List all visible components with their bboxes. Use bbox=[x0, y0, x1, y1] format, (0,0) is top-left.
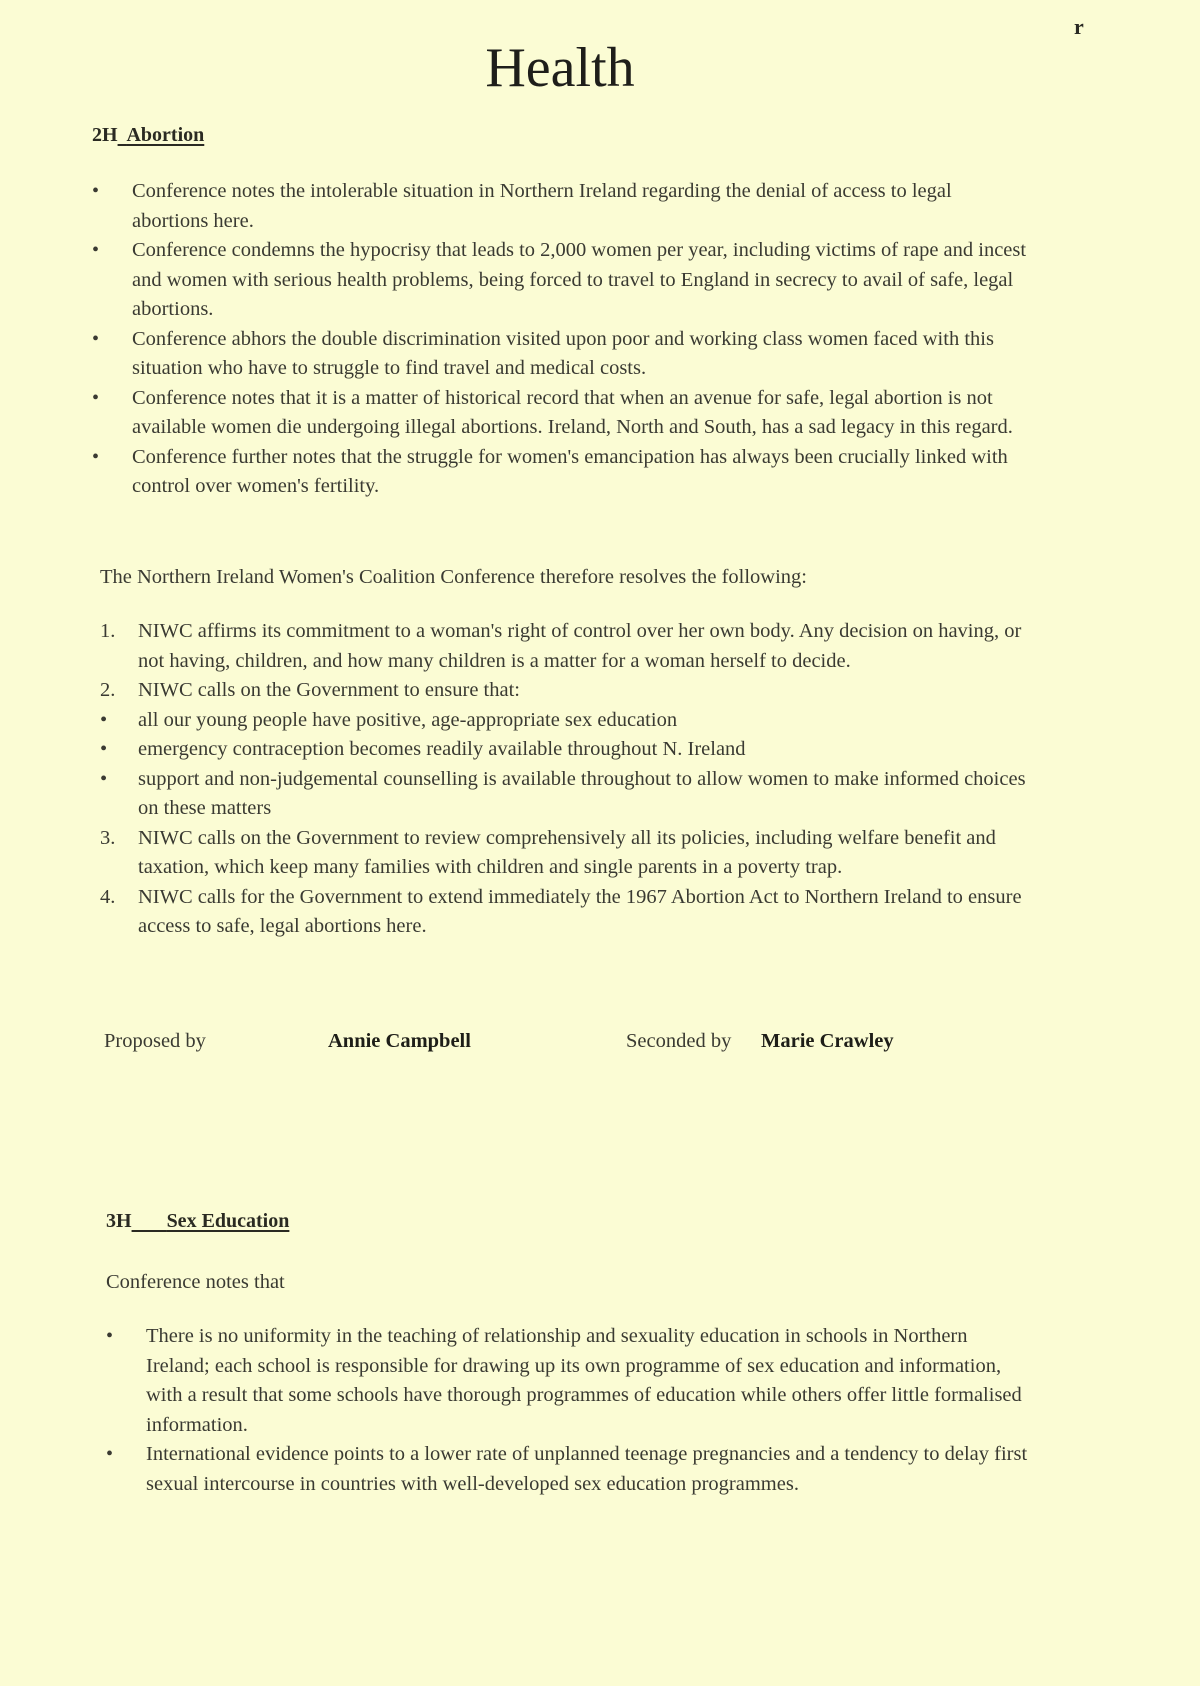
section-heading-abortion bbox=[92, 124, 204, 147]
note-item: • International evidence points to a lower rate of unplanned teenage pregnancies and a tendency to delay first sexual intercourse in countries with well-developed sex education programmes. bbox=[106, 1440, 1036, 1499]
resolution-text: NIWC calls on the Government to review comprehensively all its policies, including welfare benefit and taxation, which keep many families with children and single parents in a poverty trap. bbox=[138, 826, 996, 878]
resolution-marker: • bbox=[100, 738, 108, 760]
corner-mark: r bbox=[1074, 14, 1084, 39]
note-item: • Conference abhors the double discrimination visited upon poor and working class women faced with this situation who have to struggle to find travel and medical costs. bbox=[92, 325, 1032, 384]
resolution-text: all our young people have positive, age-appropriate sex education bbox=[138, 708, 678, 731]
section-number: 2H bbox=[92, 124, 118, 146]
page-title: Health bbox=[485, 37, 635, 99]
resolution-subitem bbox=[100, 765, 1040, 824]
note-item: • Conference notes the intolerable situation in Northern Ireland regarding the denial of access to legal abortions here. bbox=[92, 177, 1032, 236]
section-number: 3H bbox=[106, 1210, 132, 1232]
seconded-label: Seconded by bbox=[626, 1030, 732, 1052]
resolution-marker: 4. bbox=[100, 885, 116, 908]
resolution-subitem bbox=[100, 735, 1040, 765]
resolution-subitem bbox=[100, 706, 1040, 736]
resolutions-list bbox=[100, 617, 1040, 942]
resolution-marker: 2. bbox=[100, 679, 116, 701]
resolution-text: NIWC calls for the Government to extend immediately the 1967 Abortion Act to Northern Ireland to ensure access to safe, legal abortions here. bbox=[138, 885, 1022, 937]
resolution-item bbox=[100, 617, 1040, 676]
abortion-notes bbox=[92, 177, 1032, 502]
proposer-name: Annie Campbell bbox=[328, 1030, 471, 1052]
resolution-item bbox=[100, 824, 1040, 883]
resolution-item bbox=[100, 676, 1040, 706]
note-item: • Conference condemns the hypocrisy that leads to 2,000 women per year, including victims of rape and incest and women with serious health problems, being forced to travel to England in secrecy to avail of safe, legal abortions. bbox=[92, 236, 1032, 325]
section-title: Sex Education bbox=[166, 1210, 290, 1232]
resolution-marker: 1. bbox=[100, 620, 116, 642]
proposed-label: Proposed by bbox=[104, 1030, 206, 1052]
section-title: Abortion bbox=[126, 124, 205, 146]
resolution-item bbox=[100, 883, 1040, 942]
resolution-marker: • bbox=[100, 708, 108, 731]
resolution-marker: 3. bbox=[100, 826, 116, 849]
note-item: • Conference notes that it is a matter of historical record that when an avenue for safe, legal abortion is not available women die undergoing illegal abortions. Ireland, North and South, has a sad legacy in this regard. bbox=[92, 384, 1032, 443]
sex-education-intro: Conference notes that bbox=[106, 1271, 285, 1293]
resolution-text: support and non-judgemental counselling is available throughout to allow women to make informed choices on these matters bbox=[138, 767, 1026, 819]
seconder-name: Marie Crawley bbox=[761, 1030, 894, 1052]
signatures-row bbox=[104, 1030, 1004, 1062]
resolution-text: NIWC affirms its commitment to a woman's right of control over her own body. Any decision on having, or not having, children, and how many children is a matter for a woman herself to decide. bbox=[138, 620, 1022, 672]
resolution-text: NIWC calls on the Government to ensure that: bbox=[138, 679, 520, 701]
resolves-intro: The Northern Ireland Women's Coalition Conference therefore resolves the following: bbox=[100, 566, 807, 588]
resolution-text: emergency contraception becomes readily available throughout N. Ireland bbox=[138, 738, 746, 760]
sex-education-notes bbox=[106, 1322, 1036, 1499]
note-item: • There is no uniformity in the teaching of relationship and sexuality education in schools in Northern Ireland; each school is responsible for drawing up its own programme of sex education and information, with a result that some schools have thorough programmes of education while others offer little formalised information. bbox=[106, 1322, 1036, 1440]
section-heading-sex-education bbox=[106, 1210, 289, 1233]
note-item: • Conference further notes that the struggle for women's emancipation has always been crucially linked with control over women's fertility. bbox=[92, 443, 1032, 502]
resolution-marker: • bbox=[100, 767, 108, 790]
